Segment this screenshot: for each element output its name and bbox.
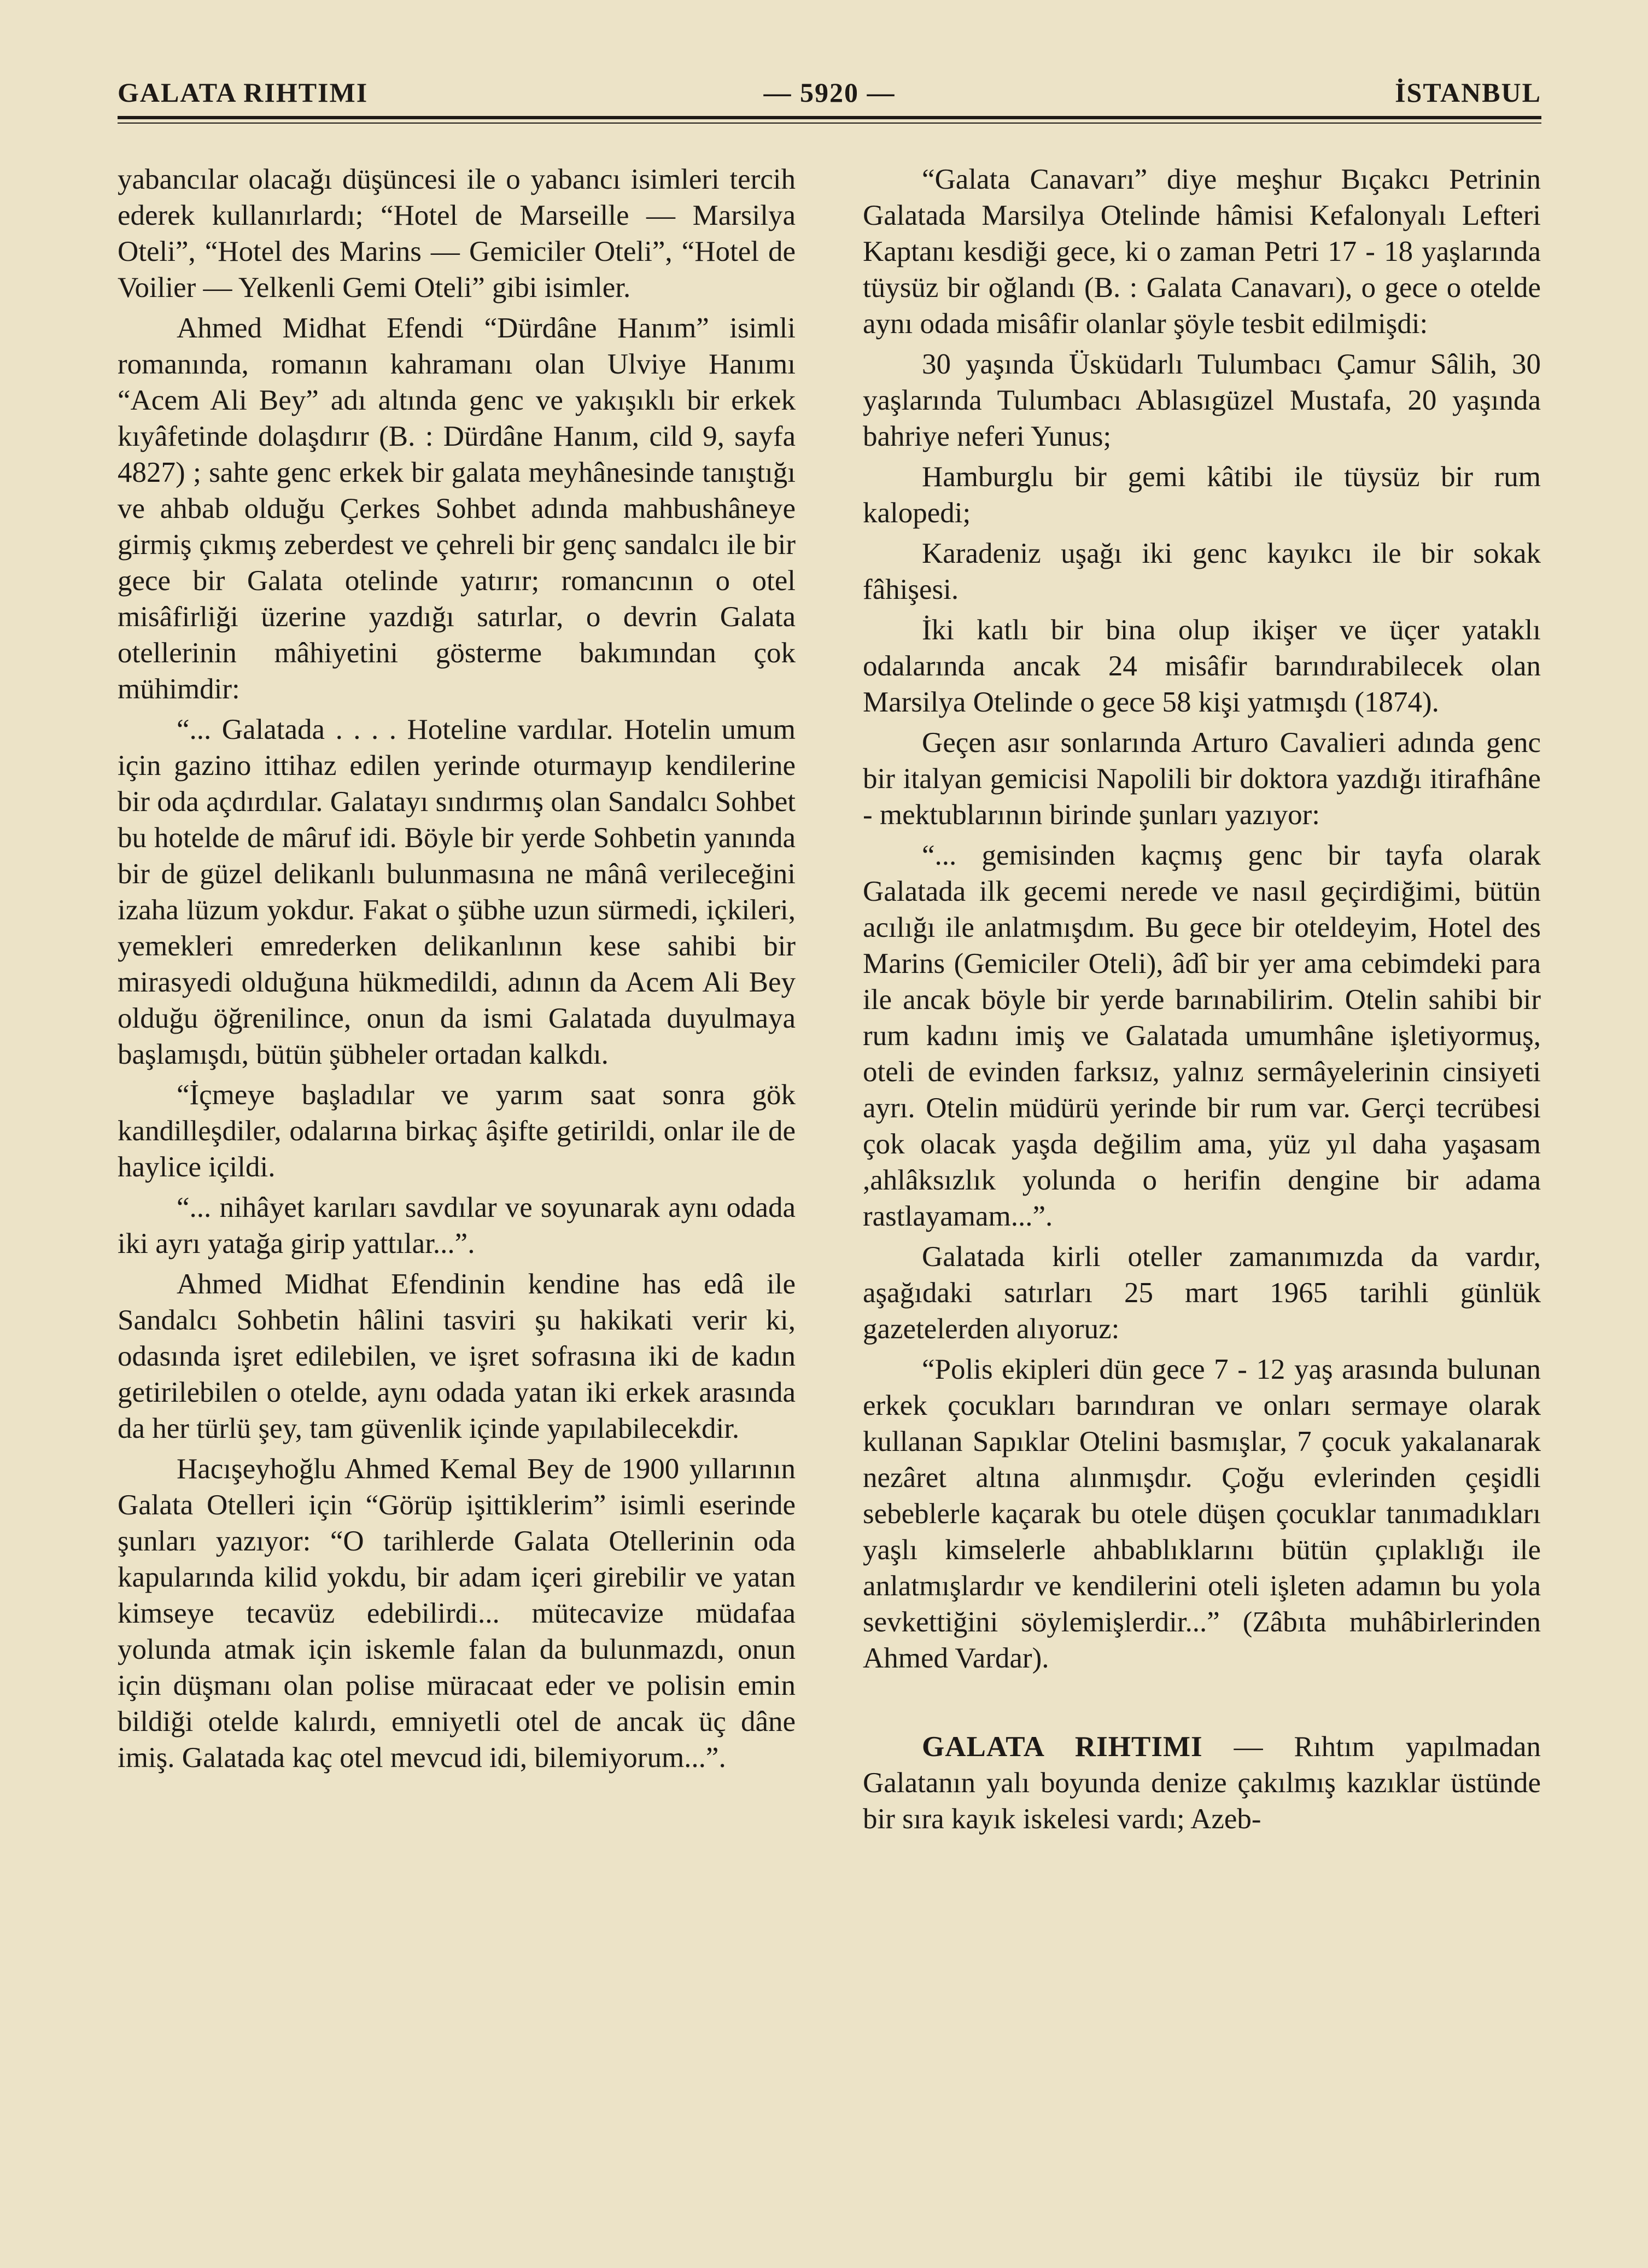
paragraph: Hamburglu bir gemi kâtibi ile tüysüz bir rum kalopedi; [863,461,1541,529]
paragraph: “İçmeye başladılar ve yarım saat sonra gök kandilleşdiler, odalarına birkaç âşifte getirildi, onlar ile de haylice içildi. [118,1079,796,1183]
paragraph: “... Galatada . . . . Hoteline vardılar. Hotelin umum için gazino ittihaz edilen yerinde oturmayıp kendilerine bir oda açdırdılar. Galatayı sındırmış olan Sandalcı Sohbet bu hotelde de mâruf idi. Böyle bir yerde Sohbetin yanında bir de güzel delikanlı bulunmasına ne mânâ verileceğini izaha lüzum yokdur. Fakat o şübhe uzun sürmedi, içkileri, yemekleri emrederken delikanlının kese sahibi bir mirasyedi olduğuna hükmedildi, adının da Acem Ali Bey olduğu öğrenilince, onun da ismi Galatada duyulmaya başlamışdı, bütün şübheler ortadan kalkdı. [118,714,796,1070]
header-rule-thick [118,116,1541,119]
paragraph: “Galata Canavarı” diye meşhur Bıçakcı Petrinin Galatada Marsilya Otelinde hâmisi Kefalonyalı Lefteri Kaptanı kesdiği gece, ki o zaman Petri 17 - 18 yaşlarında tüysüz bir oğlandı (B. : Galata Canavarı), o gece o otelde aynı odada misâfir olanlar şöyle tesbit edilmişdi: [863,164,1541,340]
entry-heading: GALATA RIHTIMI [922,1731,1203,1763]
header-section-title: GALATA RIHTIMI [118,77,369,108]
paragraph: Ahmed Midhat Efendi “Dürdâne Hanım” isimli romanında, romanın kahramanı olan Ulviye Hanımı “Acem Ali Bey” adı altında genc ve yakışıklı bir erkek kıyâfetinde dolaşdırır (B. : Dürdâne Hanım, cild 9, sayfa 4827) ; sahte genc erkek bir galata meyhânesinde tanıştığı ve ahbab olduğu Çerkes Sohbet adında mahbushâneye girmiş çıkmış zeberdest ve çehreli bir genç sandalcı ile bir gece bir Galata otelinde yatırır; romancının o otel misâfirliği üzerine yazdığı satırlar, o devrin Galata otellerinin mâhiyetini gösterme bakımından çok mühimdir: [118,312,796,705]
header-rule-thin [118,123,1541,124]
page-header [118,70,1541,114]
paragraph: “... nihâyet karıları savdılar ve soyunarak aynı odada iki ayrı yatağa girip yattılar...”. [118,1192,796,1260]
entry-paragraph [863,1729,1541,1837]
paragraph: Hacışeyhoğlu Ahmed Kemal Bey de 1900 yıllarının Galata Otelleri için “Görüp işittiklerim” isimli eserinde şunları yazıyor: “O tarihlerde Galata Otellerinin oda kapularında kilid yokdu, bir adam içeri girebilir ve yatan kimseye tecavüz edebilirdi... mütecavize müdafaa yolunda atmak için iskemle falan da bulunmazdı, onun için düşmanı olan polise müracaat eder ve polisin emin bildiği otelde kalırdı, emniyetli otel de ancak üç dâne imiş. Galatada kaç otel mevcud idi, bilemiyorum...”. [118,1453,796,1774]
paragraph: İki katlı bir bina olup ikişer ve üçer yataklı odalarında ancak 24 misâfir barındırabilecek olan Marsilya Otelinde o gece 58 kişi yatmışdı (1874). [863,614,1541,718]
header-page-number: — 5920 — [763,77,896,108]
header-city: İSTANBUL [1395,77,1541,108]
paragraph: Ahmed Midhat Efendinin kendine has edâ ile Sandalcı Sohbetin hâlini tasviri şu hakikati verir ki, odasında işret edilebilen, ve işret sofrasına iki de kadın getirilebilen o otelde, aynı odada yatan iki erkek arasında da her türlü şey, tam güvenlik içinde yapılabilecekdir. [118,1268,796,1444]
entry-text: — Rıhtım yapılmadan Galatanın yalı boyunda denize çakılmış kazıklar üstünde bir sıra kayık iskelesi vardı; Azeb- [863,1731,1541,1835]
paragraph: Karadeniz uşağı iki genc kayıkcı ile bir sokak fâhişesi. [863,538,1541,605]
paragraph: “... gemisinden kaçmış genc bir tayfa olarak Galatada ilk gecemi nerede ve nasıl geçirdiğimi, bütün acılığı ile anlatmışdım. Bu gece bir oteldeyim, Hotel des Marins (Gemiciler Oteli), âdî bir yer ama cebimdeki para ile ancak böyle bir yerde barınabilirim. Otelin sahibi bir rum kadını imiş ve Galatada umumhâne işletiyormuş, oteli de evinden farksız, yalnız sermâyelerinin cinsiyeti ayrı. Otelin müdürü yerinde bir rum var. Gerçi tecrübesi çok olacak yaşda değilim ama, yüz yıl daha yaşasam ,ahlâksızlık yolunda o herifin dengine bir adama rastlayamam...”. [863,839,1541,1232]
paragraph: yabancılar olacağı düşüncesi ile o yabancı isimleri tercih ederek kullanırlardı; “Hotel de Marseille — Marsilya Oteli”, “Hotel des Marins — Gemiciler Oteli”, “Hotel de Voilier — Yelkenli Gemi Oteli” gibi isimler. [118,164,796,304]
paragraph: Geçen asır sonlarında Arturo Cavalieri adında genc bir italyan gemicisi Napolili bir doktora yazdığı itirafhâne - mektublarının birinde şunları yazıyor: [863,727,1541,831]
right-column [863,161,1541,1841]
paragraph: “Polis ekipleri dün gece 7 - 12 yaş arasında bulunan erkek çocukları barındıran ve onları sermaye olarak kullanan Sapıklar Otelini basmışlar, 7 çocuk yakalanarak nezâret altına alınmışdır. Çoğu evlerinden çeşidli sebeblerle kaçarak bu otele düşen çocuklar tanımadıkları yaşlı kimselerle ahbablıklarını bütün çıplaklığı ile anlatmışlardır ve kendilerini oteli işleten adamın bu yola sevkettiğini söylemişlerdir...” (Zâbıta muhâbirlerinden Ahmed Vardar). [863,1354,1541,1674]
left-column [118,161,796,1780]
paragraph: 30 yaşında Üsküdarlı Tulumbacı Çamur Sâlih, 30 yaşlarında Tulumbacı Ablasıgüzel Mustafa, 20 yaşında bahriye neferi Yunus; [863,348,1541,452]
paragraph: Galatada kirli oteller zamanımızda da vardır, aşağıdaki satırları 25 mart 1965 tarihli günlük gazetelerden alıyoruz: [863,1241,1541,1345]
